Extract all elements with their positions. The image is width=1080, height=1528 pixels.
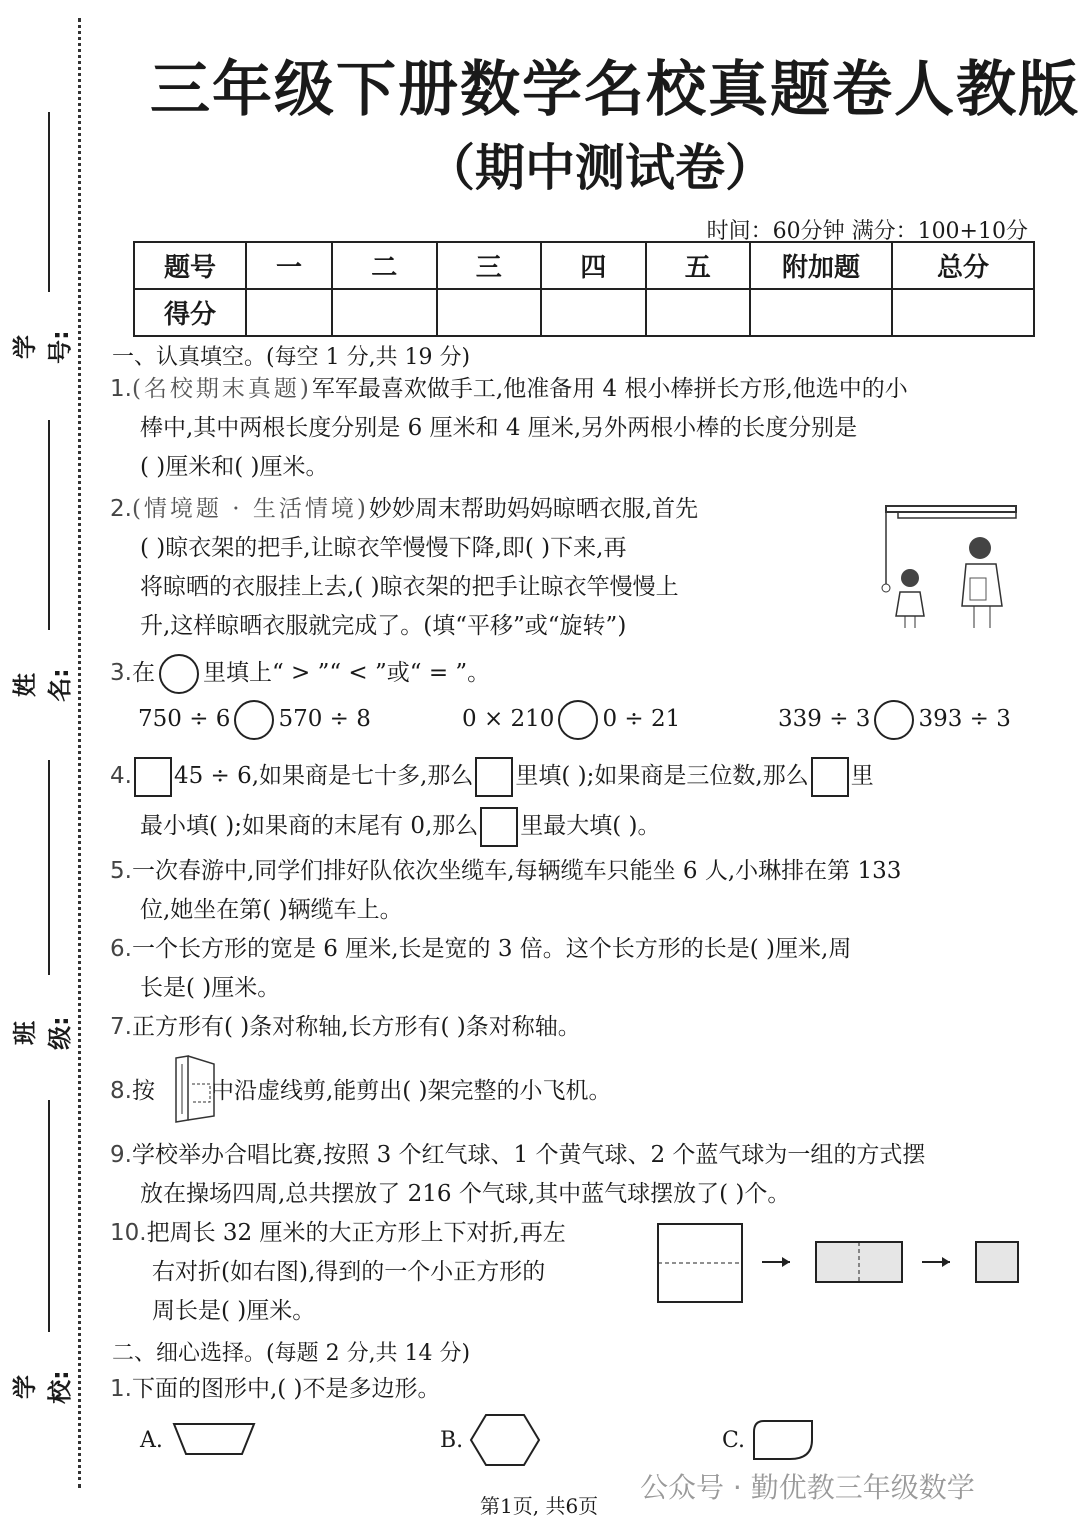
q4-box[interactable] <box>480 807 518 847</box>
q6-line-1: 一个长方形的宽是 6 厘米,长是宽的 3 倍。这个长方形的长是( )厘米,周 <box>131 936 852 962</box>
score-header-cell: 附加题 <box>750 242 892 289</box>
q2-line-1: 妙妙周末帮助妈妈晾晒衣服,首先 <box>368 496 699 522</box>
compare-1 <box>138 700 371 740</box>
score-header-cell: 一 <box>246 242 332 289</box>
question-9 <box>110 1136 925 1214</box>
name-line <box>48 420 50 630</box>
question-5 <box>110 852 901 930</box>
q2-tag: (情境题 · 生活情境) <box>131 496 369 522</box>
score-cell[interactable] <box>892 289 1034 336</box>
compare-2-circle[interactable] <box>558 700 598 740</box>
student-no-label: 学号: <box>11 330 74 364</box>
q4-text-c: 里 <box>850 763 874 789</box>
folded-paper-icon <box>170 1054 222 1126</box>
option-c-label: C. <box>722 1428 746 1453</box>
question-1 <box>110 370 908 487</box>
score-cell[interactable] <box>646 289 751 336</box>
q9-line-2: 放在操场四周,总共摆放了 216 个气球,其中蓝气球摆放了( )个。 <box>140 1181 791 1207</box>
score-header-cell: 二 <box>332 242 437 289</box>
score-cell[interactable] <box>541 289 646 336</box>
folding-square-diagram <box>650 1218 1030 1308</box>
score-row <box>134 289 1034 336</box>
cut-line <box>78 18 81 1488</box>
student-no-line <box>48 112 50 292</box>
school-label: 学校: <box>11 1370 74 1404</box>
score-header-cell: 三 <box>437 242 542 289</box>
compare-1-left: 750 ÷ 6 <box>138 706 231 732</box>
q4-number: 4. <box>110 763 132 789</box>
compare-3 <box>778 700 1011 740</box>
name-label: 姓名: <box>11 668 74 702</box>
score-cell[interactable] <box>246 289 332 336</box>
q10-line-2: 右对折(如右图),得到的一个小正方形的 <box>152 1259 546 1285</box>
q1-line-1: 军军最喜欢做手工,他准备用 4 根小棒拼长方形,他选中的小 <box>311 376 908 402</box>
score-table <box>133 241 1035 337</box>
page-footer: 第1页, 共6页 <box>480 1494 599 1518</box>
q1-line-3: ( )厘米和( )厘米。 <box>140 454 329 480</box>
q3-text-a: 在 <box>131 660 155 686</box>
q5-line-1: 一次春游中,同学们排好队依次坐缆车,每辆缆车只能坐 6 人,小琳排在第 133 <box>131 858 902 884</box>
exam-meta: 时间：60分钟 满分：100+10分 <box>706 219 1028 244</box>
q4-box[interactable] <box>811 757 849 797</box>
q2-line-4: 升,这样晾晒衣服就完成了。(填“平移”或“旋转”) <box>140 613 627 639</box>
q5-line-2: 位,她坐在第( )辆缆车上。 <box>140 897 403 923</box>
q1-number: 1. <box>110 376 132 402</box>
hexagon-shape <box>468 1412 542 1468</box>
compare-2 <box>462 700 680 740</box>
school-line <box>48 1100 50 1332</box>
score-header-cell: 题号 <box>134 242 246 289</box>
section-2-question-1 <box>110 1370 441 1409</box>
compare-1-right: 570 ÷ 8 <box>278 706 371 732</box>
compare-3-circle[interactable] <box>874 700 914 740</box>
curved-shape <box>750 1418 816 1462</box>
score-header-cell: 总分 <box>892 242 1034 289</box>
score-header-cell: 五 <box>646 242 751 289</box>
score-cell[interactable] <box>332 289 437 336</box>
compare-3-left: 339 ÷ 3 <box>778 706 871 732</box>
s2q1-number: 1. <box>110 1376 132 1402</box>
q6-number: 6. <box>110 936 132 962</box>
q5-number: 5. <box>110 858 132 884</box>
q10-number: 10. <box>110 1220 147 1246</box>
class-label: 班级: <box>11 1016 74 1050</box>
q9-number: 9. <box>110 1142 132 1168</box>
compare-2-right: 0 ÷ 21 <box>602 706 681 732</box>
q3-number: 3. <box>110 660 132 686</box>
watermark: 公众号 · 勤优教三年级数学 <box>640 1471 975 1504</box>
q4-box[interactable] <box>475 757 513 797</box>
q4-text-b: 里填( );如果商是三位数,那么 <box>515 763 809 789</box>
section-2-heading: 二、细心选择。(每题 2 分,共 14 分) <box>112 1341 471 1366</box>
q4-box[interactable] <box>134 757 172 797</box>
option-b-label: B. <box>440 1428 464 1453</box>
compare-3-right: 393 ÷ 3 <box>918 706 1011 732</box>
q8-text-b: 中沿虚线剪,能剪出( )架完整的小飞机。 <box>210 1078 612 1104</box>
q7-number: 7. <box>110 1014 132 1040</box>
q2-line-2: ( )晾衣架的把手,让晾衣竿慢慢下降,即( )下来,再 <box>140 535 627 561</box>
q8-number: 8. <box>110 1078 132 1104</box>
q1-tag: (名校期末真题) <box>131 376 312 402</box>
q9-line-1: 学校举办合唱比赛,按照 3 个红气球、1 个黄气球、2 个蓝气球为一组的方式摆 <box>131 1142 926 1168</box>
option-a-label: A. <box>140 1428 163 1453</box>
compare-1-circle[interactable] <box>234 700 274 740</box>
q2-line-3: 将晾晒的衣服挂上去,( )晾衣架的把手让晾衣竿慢慢上 <box>140 574 679 600</box>
question-10 <box>110 1214 566 1331</box>
q3-text-b: 里填上“ > ”“ < ”或“ = ”。 <box>202 660 491 686</box>
compare-circle-icon <box>159 654 199 694</box>
score-cell[interactable] <box>750 289 892 336</box>
q10-line-3: 周长是( )厘米。 <box>152 1298 316 1324</box>
score-header-cell: 四 <box>541 242 646 289</box>
page-subtitle: （期中测试卷） <box>425 138 775 197</box>
q7-line-1: 正方形有( )条对称轴,长方形有( )条对称轴。 <box>131 1014 581 1040</box>
page-title: 三年级下册数学名校真题卷人教版 <box>150 55 1080 125</box>
question-2 <box>110 490 698 646</box>
q10-line-1: 把周长 32 厘米的大正方形上下对折,再左 <box>146 1220 566 1246</box>
q6-line-2: 长是( )厘米。 <box>140 975 281 1001</box>
trapezoid-shape <box>170 1420 260 1460</box>
section-1-heading: 一、认真填空。(每空 1 分,共 19 分) <box>112 345 471 370</box>
score-row-label: 得分 <box>134 289 246 336</box>
score-header-row <box>134 242 1034 289</box>
q2-number: 2. <box>110 496 132 522</box>
s2q1-line-1: 下面的图形中,( )不是多边形。 <box>131 1376 441 1402</box>
question-4 <box>110 754 874 848</box>
binding-margin <box>0 0 100 1528</box>
q8-text-a: 按 <box>131 1078 155 1104</box>
compare-2-left: 0 × 210 <box>462 706 555 732</box>
class-line <box>48 760 50 975</box>
q1-line-2: 棒中,其中两根长度分别是 6 厘米和 4 厘米,另外两根小棒的长度分别是 <box>140 415 858 441</box>
q4-text-d: 最小填( );如果商的末尾有 0,那么 <box>140 813 479 839</box>
q4-text-e: 里最大填( )。 <box>520 813 661 839</box>
question-7 <box>110 1008 581 1047</box>
question-3 <box>110 654 490 694</box>
question-6 <box>110 930 851 1008</box>
q4-text-a: 45 ÷ 6,如果商是七十多,那么 <box>173 763 474 789</box>
drying-rack-illustration <box>868 496 1028 636</box>
score-cell[interactable] <box>437 289 542 336</box>
